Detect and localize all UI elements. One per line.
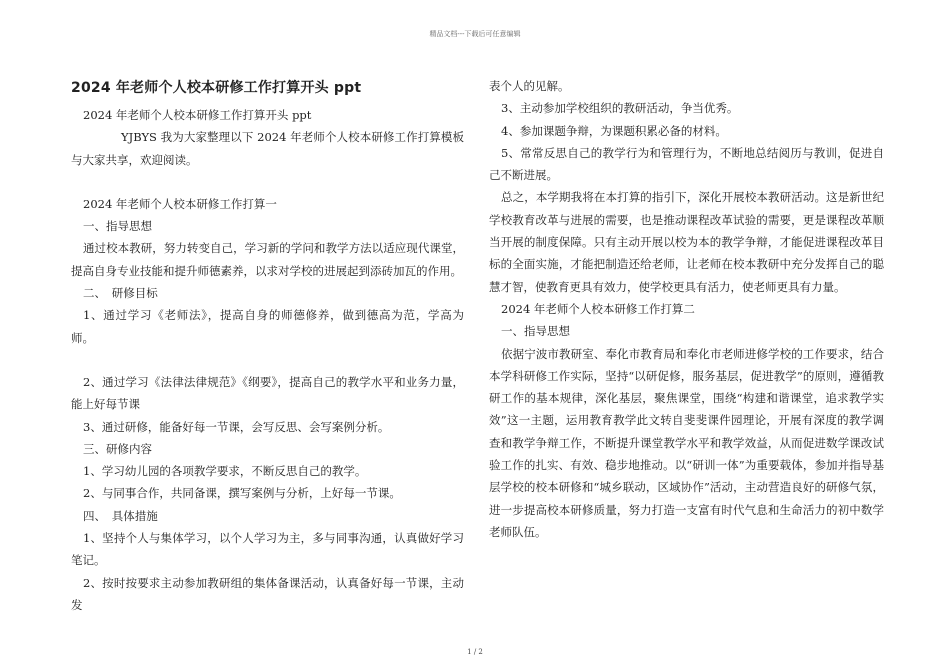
list-item-measure-4: 4、参加课题争辩，为课题积累必备的材料。	[501, 123, 727, 138]
spacer	[71, 171, 464, 193]
section-heading-goals: 二、 研修目标	[83, 286, 158, 301]
paragraph-subtitle: 2024 年老师个人校本研修工作打算开头 ppt	[83, 108, 312, 122]
section-heading-plan-two: 2024 年老师个人校本研修工作打算二	[501, 301, 695, 316]
list-item-content-1: 1、学习幼儿园的各项教学要求，不断反思自己的教学。	[83, 464, 367, 479]
section-heading-measures: 四、 具体措施	[83, 508, 158, 523]
paragraph-guiding-ideology-2: 依据宁波市教研室、奉化市教育局和奉化市老师进修学校的工作要求，结合本学科研修工作实际，坚持“以研促修，服务基层，促进教学”的原则，遵循教研工作的基本规律，深化基层，聚焦课堂，围绕“构建和谐课堂，追求教学实效”这一主题，运用教育教学此文转自斐斐课件园理论，开展有深度的教学调查和教学争辩工作，不断提升课堂教学水平和教学效益，从而促进数学课改试验工作的扎实、有效、稳步地推动。以“研训一体”为重要载体，参加并指导基层学校的校本研修和“城乡联动，区域协作”活动，主动营造良好的研修气氛，进一步提高校本研修质量，努力打造一支富有时代气息和生命活力的初中数学老师队伍。	[489, 346, 884, 539]
list-item-measure-2: 2、按时按要求主动参加教研组的集体备课活动，认真备好每一节课，主动发	[71, 575, 464, 612]
list-item-measure-3: 3、主动参加学校组织的教研活动，争当优秀。	[501, 101, 739, 116]
spacer	[71, 349, 464, 371]
list-item-content-2: 2、与同事合作，共同备课，撰写案例与分析，上好每一节课。	[83, 486, 401, 501]
list-item-measure-1: 1、坚持个人与集体学习，以个人学习为主，多与同事沟通，认真做好学习笔记。	[71, 531, 464, 568]
section-heading-guiding-ideology-2: 一、指导思想	[501, 324, 570, 339]
paragraph-intro: YJBYS 我为大家整理以下 2024 年老师个人校本研修工作打算模板与大家共享，欢迎阅读。	[71, 130, 464, 167]
paragraph-summary: 总之，本学期我将在本打算的指引下，深化开展校本教研活动。这是新世纪学校教育改革与进展的需要，也是推动课程改革试验的需要，更是课程改革顺当开展的制度保障。只有主动开展以校为本的教学争辩，才能促进课程改革目标的全面实施，才能把制造还给老师，让老师在校本教研中充分发挥自己的聪慧才智，使教育更具有效力，使学校更具有活力，使老师更具有力量。	[489, 190, 884, 294]
section-heading-plan-one: 2024 年老师个人校本研修工作打算一	[83, 196, 277, 211]
paragraph-continuation: 表个人的见解。	[489, 79, 570, 93]
list-item-goal-1: 1、通过学习《老师法》，提高自身的师德修养，做到德高为范，学高为师。	[71, 308, 464, 345]
list-item-goal-3: 3、通过研修，能备好每一节课，会写反思、会写案例分析。	[83, 419, 390, 434]
page-header: 精品文档---下载后可任意编辑	[429, 30, 521, 38]
right-column	[489, 75, 884, 543]
page-number: 1 / 2	[467, 648, 483, 656]
list-item-goal-2: 2、通过学习《法律法律规范》《纲要》，提高自己的教学水平和业务力量，能上好每节课	[71, 374, 464, 412]
section-heading-content: 三、研修内容	[83, 441, 152, 456]
document-title: 2024 年老师个人校本研修工作打算开头 ppt	[71, 80, 362, 96]
section-heading-guiding-ideology: 一、指导思想	[83, 219, 152, 234]
left-column	[71, 78, 464, 616]
list-item-measure-5: 5、常常反思自己的教学行为和管理行为，不断地总结阅历与教训，促进自己不断进展。	[489, 145, 884, 183]
paragraph-guiding-ideology: 通过校本教研，努力转变自己，学习新的学问和教学方法以适应现代课堂，提高自身专业技能和提升师德素养，以求对学校的进展起到添砖加瓦的作用。	[71, 241, 464, 278]
